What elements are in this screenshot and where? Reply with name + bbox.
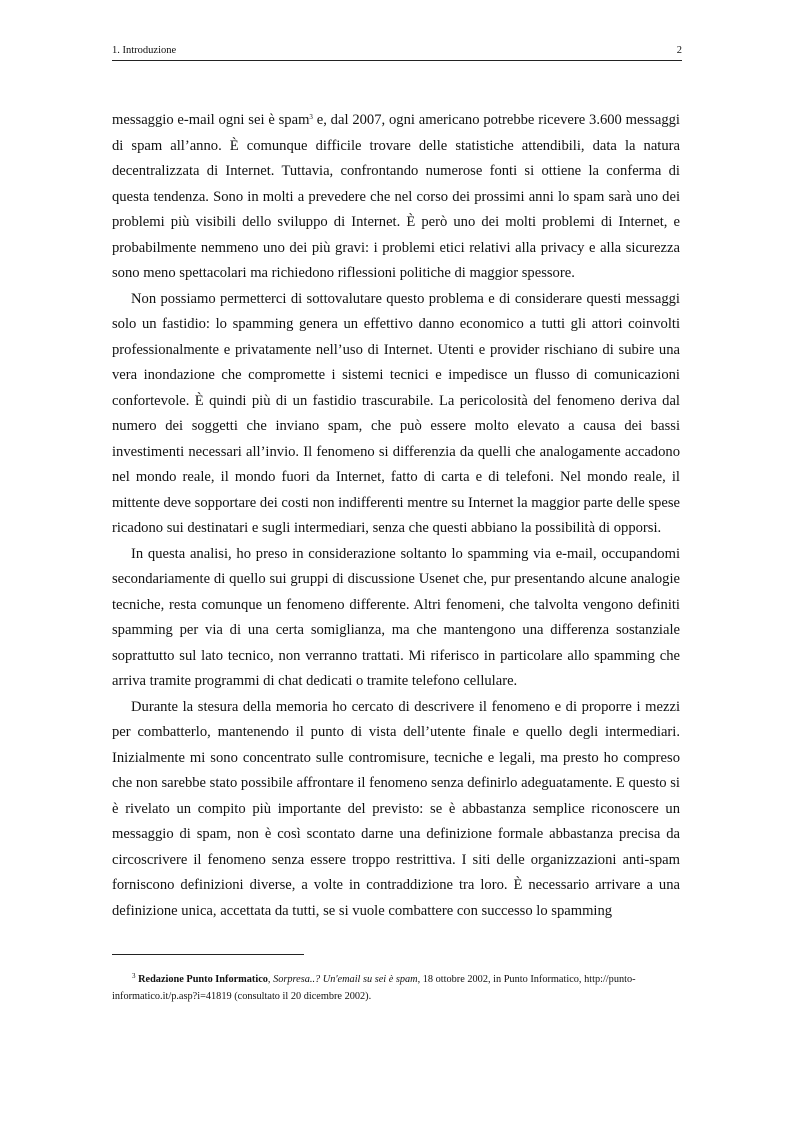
paragraph-1: messaggio e-mail ogni sei è spam$^3$ e, dal 2007, ogni americano potrebbe ricevere 3.600 messaggi di spam all’anno. È comunque difficile trovare delle statistiche attendibili, data la natura decentralizzata di Internet. Tuttavia, confrontando numerose fonti si ottiene la conferma di questa tendenza. Sono in molti a prevedere che nel corso dei prossimi anni lo spam sarà uno dei problemi più visibili dello sviluppo di Internet. È però uno dei molti problemi di Internet, e probabilmente nemmeno uno dei più gravi: i problemi etici relativi alla privacy e alla sicurezza sono meno spettacolari ma richiedono riflessioni politiche di maggior spessore. xyxy=(112,112,680,281)
footnote-divider xyxy=(112,954,304,955)
main-text xyxy=(112,108,680,924)
paragraph-3: In questa analisi, ho preso in considerazione soltanto lo spamming via e-mail, occupandomi secondariamente di quello sui gruppi di discussione Usenet che, pur presentando alcune analogie tecniche, resta comunque un fenomeno differente. Altri fenomeni, che talvolta vengono definiti spamming per via di una certa somiglianza, ma che mantengono una differenza sostanziale soprattutto sul lato tecnico, non verranno trattati. Mi riferisco in particolare allo spamming che arriva tramite programmi di chat dedicati o tramite telefono cellulare. xyxy=(112,545,680,689)
chapter-title: 1. Introduzione xyxy=(112,45,177,56)
footnote-number: 3 xyxy=(132,972,136,980)
footnote-ref: 3 xyxy=(309,113,313,121)
footnote-details: , 18 ottobre 2002, in Punto Informatico, http://punto-informatico.it/p.asp?i=41819 (consultato il 20 dicembre 2002). xyxy=(112,974,636,1002)
footnote-author: Redazione Punto Informatico xyxy=(138,974,268,985)
paragraph-2: Non possiamo permetterci di sottovalutare questo problema e di considerare questi messaggi solo un fastidio: lo spamming genera un effettivo danno economico a tutti gli attori coinvolti professionalmente e privatamente nell’uso di Internet. Utenti e provider rischiano di subire una vera inondazione che compromette i sistemi tecnici e impedisce un flusso di comunicazioni confortevole. È quindi più di un fastidio trascurabile. La pericolosità del fenomeno deriva dal numero dei soggetti che inviano spam, che può essere molto elevato a causa dei bassi investimenti necessari all’invio. Il fenomeno si differenzia da quelli che analogamente accadono nel mondo reale, il mondo fuori da Internet, fatto di carta e di telefoni. Nel mondo reale, il mittente deve sopportare dei costi non indifferenti mentre su Internet la maggior parte delle spese ricadono sui destinatari e sugli intermediari, senza che questi abbiano la possibilità di opporsi. xyxy=(112,290,680,536)
page-number: 2 xyxy=(676,45,682,56)
footnote-title: Sorpresa..? Un'email su sei è spam xyxy=(273,974,418,985)
paragraph-4: Durante la stesura della memoria ho cercato di descrivere il fenomeno e di proporre i mezzi per combatterlo, mantenendo il punto di vista dell’utente finale e quello degli intermediari. Inizialmente mi sono concentrato sulle contromisure, tecniche e legali, ma presto ho compreso che non sarebbe stato possibile affrontare il fenomeno senza definirlo adeguatamente. E questo si è rivelato un compito più importante del previsto: se è abbastanza semplice riconoscere un messaggio di spam, non è così scontato darne una definizione formale abbastanza precisa da circoscrivere il fenomeno senza essere troppo restrittiva. I siti delle organizzazioni anti-spam forniscono definizioni diverse, a volte in contraddizione tra loro. È necessario arrivare a una definizione unica, accettata da tutti, se si vuole combattere con successo lo spamming xyxy=(112,698,680,919)
footnote: $^3$ Redazione Punto Informatico, Sorpresa..? Un'email su sei è spam, 18 ottobre 2002, in Punto Informatico, http://punto-informatico.it/p.asp?i=41819 (consultato il 20 dicembre 2002). xyxy=(112,972,636,1002)
running-header xyxy=(112,44,682,61)
